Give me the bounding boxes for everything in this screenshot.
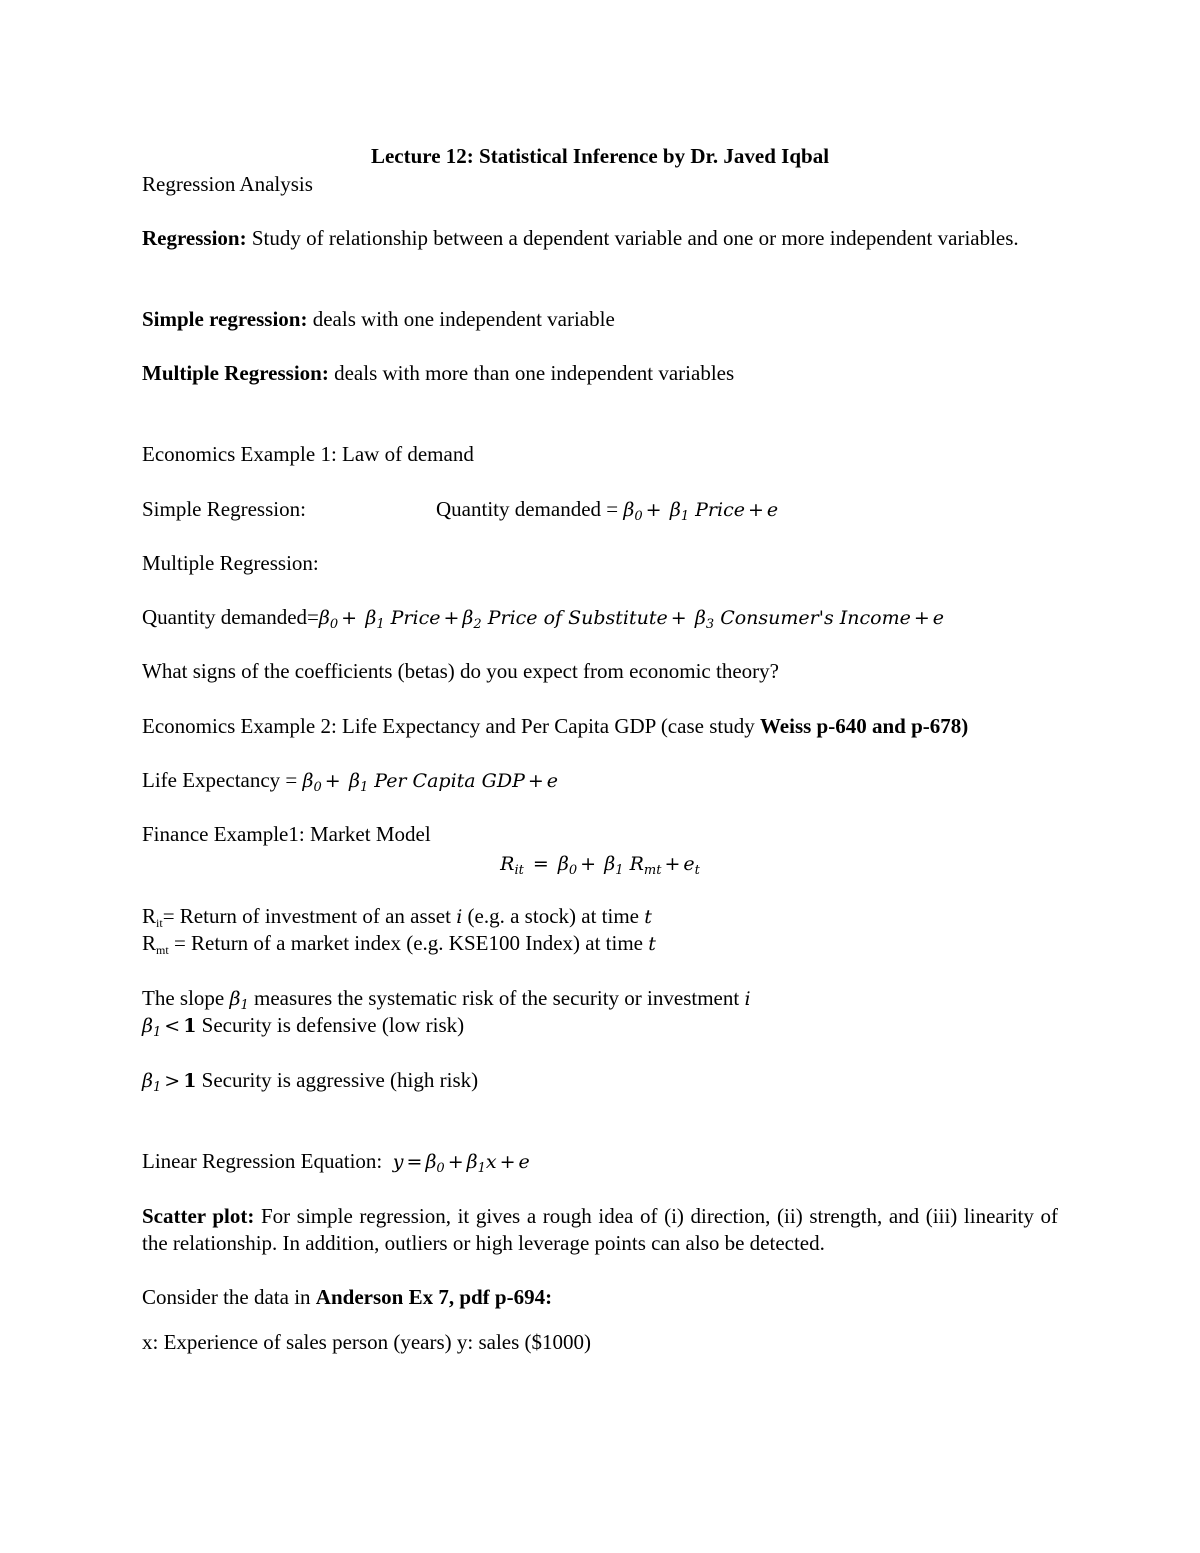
multiple-regression-label: Multiple Regression:: [142, 551, 319, 575]
scatter-plot-term: Scatter plot:: [142, 1204, 255, 1228]
example2-heading: Economics Example 2: Life Expectancy and Per Capita GDP (case study Weiss p-640 and p-678): [142, 714, 969, 738]
simple-regression-equation-row: [142, 496, 1058, 523]
aggressive-condition: $\beta_1 > 1$ Security is aggressive (high risk): [142, 1068, 479, 1095]
market-model-equation: $R_{it} = \beta_0 + \beta_1$ $R_{mt} + e_t$: [500, 853, 700, 878]
scatter-plot-description: Scatter plot: For simple regression, it gives a rough idea of (i) direction, (ii) strength, and (iii) linearity of the relationship. In addition, outliers or high leverage points can also be detected.: [142, 1204, 1058, 1255]
multiple-regression-text: deals with more than one independent variables: [334, 361, 735, 385]
subtitle: Regression Analysis: [142, 172, 313, 196]
rit-definition: $R_{it}=$ Return of investment of an asset i (e.g. a stock) at time t: [142, 904, 652, 930]
rmt-definition: $R_{mt}$ = Return of a market index (e.g. KSE100 Index) at time t: [142, 931, 656, 957]
finance-heading: Finance Example1: Market Model: [142, 822, 431, 846]
defensive-condition: $\beta_1 < 1$ Security is defensive (low risk): [142, 1013, 465, 1040]
simple-regression-equation: Quantity demanded = $\beta_0 + \beta_1$ Price + e: [436, 497, 779, 524]
simple-regression-term: Simple regression:: [142, 307, 308, 331]
slope-description: The slope $\beta_1$ measures the systematic risk of the security or investment i: [142, 986, 751, 1013]
life-expectancy-equation: Life Expectancy = $\beta_0 + \beta_1$ Per Capita GDP + e: [142, 768, 559, 795]
regression-definition: [142, 225, 1058, 252]
multiple-regression-definition: [142, 360, 1058, 387]
simple-regression-label: Simple Regression:: [142, 497, 306, 521]
linear-regression-equation: Linear Regression Equation: $y = \beta_0 + \beta_1x + e$: [142, 1149, 530, 1176]
weiss-reference: Weiss p-640 and p-678): [759, 714, 969, 738]
multiple-regression-equation: Quantity $demanded=\beta_0 + \beta_1$ Price + $\beta_2$ Price of Substitute + $\beta_3$ Consumer's Income + e: [142, 605, 945, 632]
anderson-reference: Anderson Ex 7, pdf p-694:: [315, 1285, 553, 1309]
example1-heading: Economics Example 1: Law of demand: [142, 442, 474, 466]
variables-description: x: Experience of sales person (years) y: sales ($1000): [142, 1330, 592, 1354]
consider-data: Consider the data in Anderson Ex 7, pdf p-694:: [142, 1285, 553, 1309]
simple-regression-text: deals with one independent variable: [312, 307, 615, 331]
coefficient-question: What signs of the coefficients (betas) do you expect from economic theory?: [142, 659, 779, 683]
multiple-regression-term: Multiple Regression:: [142, 361, 329, 385]
simple-regression-definition: [142, 306, 1058, 333]
regression-term: Regression:: [142, 226, 247, 250]
regression-text: Study of relationship between a dependent variable and one or more independent variables.: [251, 226, 1019, 250]
page-title: Lecture 12: Statistical Inference by Dr. Javed Iqbal: [370, 144, 830, 168]
